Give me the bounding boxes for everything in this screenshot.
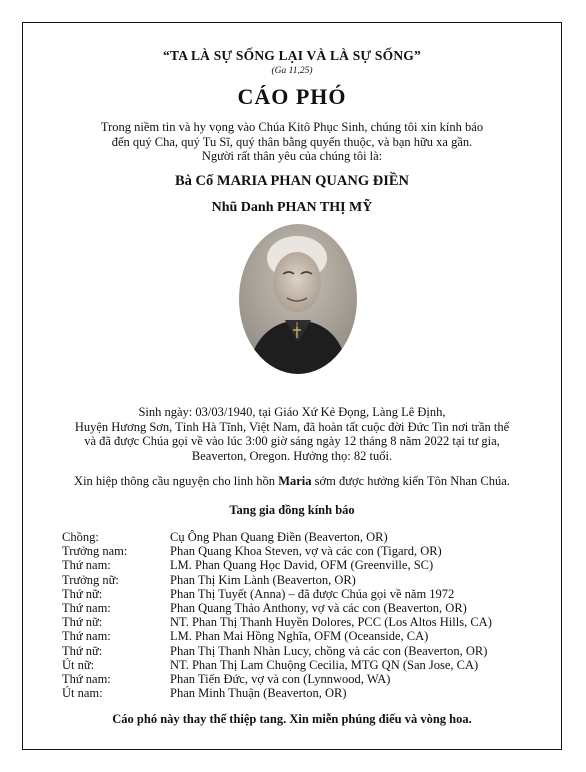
- family-member: NT. Phan Thị Thanh Huyền Dolores, PCC (Los Altos Hills, CA): [170, 615, 492, 630]
- family-member: LM. Phan Quang Học David, OFM (Greenville, SC): [170, 558, 434, 573]
- family-relation: Trưởng nam:: [62, 544, 128, 559]
- prayer-line: [22, 474, 562, 489]
- prayer-text-after: sớm được hưởng kiến Tôn Nhan Chúa.: [311, 474, 510, 488]
- intro-paragraph: [22, 120, 562, 164]
- family-relation: Thứ nam:: [62, 601, 111, 616]
- family-member: Phan Minh Thuận (Beaverton, OR): [170, 686, 347, 701]
- scripture-quote: “TA LÀ SỰ SỐNG LẠI VÀ LÀ SỰ SỐNG”: [163, 48, 421, 63]
- family-member: Phan Tiến Đức, vợ và con (Lynnwood, WA): [170, 672, 391, 687]
- biography: [22, 405, 562, 463]
- intro-line: Trong niềm tin và hy vọng vào Chúa Kitô Phục Sinh, chúng tôi xin kính báo: [100, 120, 484, 134]
- intro-line: đến quý Cha, quý Tu Sĩ, quý thân bằng quyến thuộc, và bạn hữu xa gần.: [111, 134, 473, 149]
- family-relation: Thứ nữ:: [62, 586, 103, 601]
- family-relation: Trưởng nữ:: [62, 572, 119, 587]
- family-member: Phan Thị Thanh Nhàn Lucy, chồng và các con (Beaverton, OR): [170, 643, 488, 658]
- mourners-heading: Tang gia đồng kính báo: [229, 503, 355, 517]
- family-relation: Út nam:: [62, 686, 103, 701]
- bio-line: Sinh ngày: 03/03/1940, tại Giáo Xứ Kẻ Đọng, Làng Lê Định,: [138, 405, 446, 419]
- family-relation: Thứ nữ:: [62, 615, 103, 630]
- family-member: NT. Phan Thị Lam Chuộng Cecilia, MTG QN (San Jose, CA): [170, 657, 479, 672]
- family-row: [62, 615, 542, 629]
- bio-line: Huyện Hương Sơn, Tỉnh Hà Tĩnh, Việt Nam, đã hoàn tất cuộc đời Đức Tin nơi trần thế: [74, 419, 510, 434]
- family-member: Phan Thị Kim Lành (Beaverton, OR): [170, 572, 356, 587]
- family-relation: Thứ nam:: [62, 558, 111, 573]
- family-relation: Chồng:: [62, 530, 99, 544]
- family-row: [62, 686, 542, 700]
- deceased-maiden-name: Nhũ Danh PHAN THỊ MỸ: [211, 200, 373, 215]
- family-member: Phan Quang Thảo Anthony, vợ và các con (Beaverton, OR): [170, 601, 467, 616]
- scripture-reference: (Ga 11,25): [271, 66, 313, 76]
- portrait-photo: [239, 224, 357, 374]
- family-relation: Thứ nữ:: [62, 643, 103, 658]
- family-row: [62, 629, 542, 643]
- family-row: [62, 587, 542, 601]
- family-row: [62, 672, 542, 686]
- family-list: [62, 530, 542, 700]
- family-row: [62, 658, 542, 672]
- family-row: [62, 558, 542, 572]
- family-member: Phan Thị Tuyết (Anna) – đã được Chúa gọi về năm 1972: [170, 586, 455, 601]
- family-relation: Út nữ:: [62, 657, 95, 672]
- family-member: Phan Quang Khoa Steven, vợ và các con (Tigard, OR): [170, 544, 442, 559]
- closing-note: Cáo phó này thay thế thiệp tang. Xin miễn phúng điếu và vòng hoa.: [112, 712, 472, 726]
- deceased-name: Bà Cố MARIA PHAN QUANG ĐIỀN: [174, 173, 410, 189]
- page-title: CÁO PHÓ: [237, 84, 347, 109]
- family-member: LM. Phan Mai Hồng Nghĩa, OFM (Oceanside, CA): [170, 629, 429, 644]
- prayer-text-before: Xin hiệp thông cầu nguyện cho linh hồn: [74, 474, 279, 488]
- family-relation: Thứ nam:: [62, 672, 111, 687]
- bio-line: Beaverton, Oregon. Hưởng thọ: 82 tuổi.: [191, 448, 393, 463]
- intro-line: Người rất thân yêu của chúng tôi là:: [201, 149, 383, 163]
- prayer-soul-name: Maria: [278, 474, 312, 488]
- family-row: [62, 544, 542, 558]
- family-relation: Thứ nam:: [62, 629, 111, 644]
- family-row: [62, 644, 542, 658]
- family-row: [62, 601, 542, 615]
- family-member: Cụ Ông Phan Quang Điền (Beaverton, OR): [170, 530, 388, 544]
- bio-line: và đã được Chúa gọi về vào lúc 3:00 giờ sáng ngày 12 tháng 8 năm 2022 tại tư gia,: [84, 434, 500, 448]
- family-row: [62, 530, 542, 544]
- family-row: [62, 573, 542, 587]
